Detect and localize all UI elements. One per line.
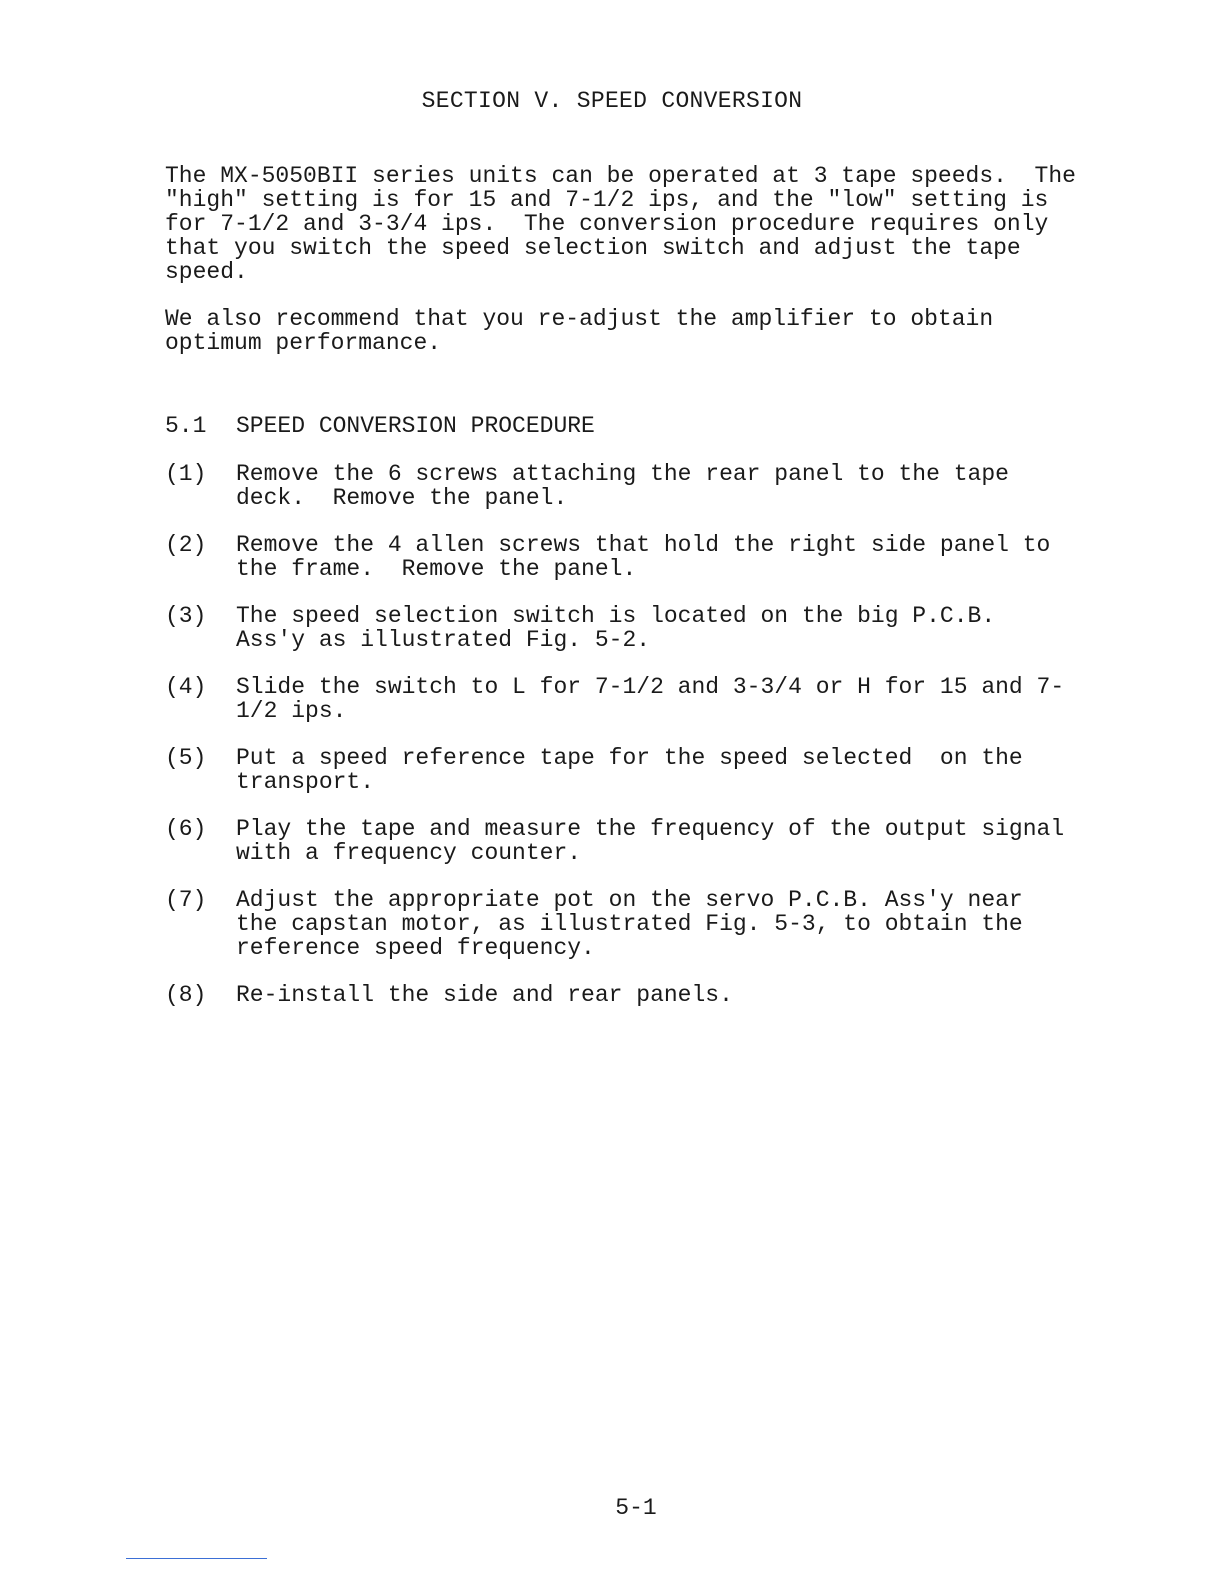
procedure-step (165, 675, 1105, 723)
step-marker: (6) (165, 816, 207, 842)
step-text: Put a speed reference tape for the speed selected on the transport. (236, 745, 1023, 795)
procedure-step (165, 746, 1105, 794)
step-marker: (1) (165, 461, 207, 487)
step-text: Re-install the side and rear panels. (236, 982, 733, 1008)
step-text: Remove the 4 allen screws that hold the right side panel to the frame. Remove the panel. (236, 532, 1051, 582)
procedure-step (165, 888, 1105, 960)
procedure-step (165, 604, 1105, 652)
subsection-number: 5.1 (165, 413, 207, 439)
step-text: Slide the switch to L for 7-1/2 and 3-3/4 or H for 15 and 7- 1/2 ips. (236, 674, 1065, 724)
subsection-title: SPEED CONVERSION PROCEDURE (236, 413, 595, 439)
subsection-heading (165, 414, 595, 438)
step-marker: (2) (165, 532, 207, 558)
recommend-paragraph: We also recommend that you re-adjust the amplifier to obtain optimum performance. (165, 306, 994, 356)
procedure-step (165, 462, 1105, 510)
step-marker: (8) (165, 982, 207, 1008)
step-text: The speed selection switch is located on the big P.C.B. Ass'y as illustrated Fig. 5-2. (236, 603, 996, 653)
procedure-step (165, 983, 1105, 1007)
procedure-step (165, 533, 1105, 581)
procedure-step (165, 817, 1105, 865)
step-text: Adjust the appropriate pot on the servo P.C.B. Ass'y near the capstan motor, as illustrated Fig. 5-3, to obtain the reference speed frequency. (236, 887, 1023, 961)
step-marker: (5) (165, 745, 207, 771)
section-title: SECTION V. SPEED CONVERSION (421, 88, 803, 114)
page-number: 5-1 (615, 1495, 657, 1521)
step-marker: (3) (165, 603, 207, 629)
step-marker: (4) (165, 674, 207, 700)
step-text: Play the tape and measure the frequency of the output signal with a frequency counter. (236, 816, 1065, 866)
intro-paragraph: The MX-5050BII series units can be operated at 3 tape speeds. The "high" setting is for 15 and 7-1/2 ips, and the "low" setting is for 7-1/2 and 3-3/4 ips. The conversion procedure requires only that you switch the speed selection switch and adjust the tape speed. (165, 163, 1076, 285)
footer-rule (126, 1558, 267, 1559)
procedure-steps (165, 462, 1105, 1030)
step-text: Remove the 6 screws attaching the rear panel to the tape deck. Remove the panel. (236, 461, 1009, 511)
step-marker: (7) (165, 887, 207, 913)
